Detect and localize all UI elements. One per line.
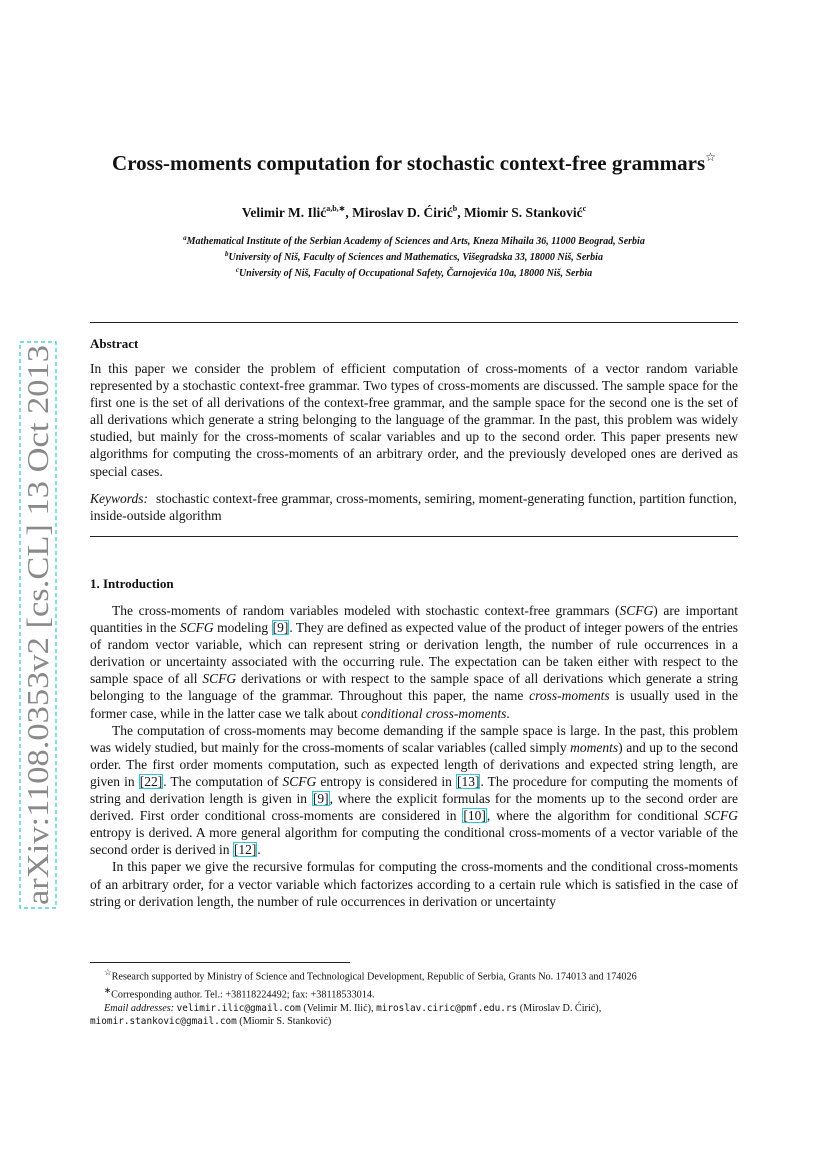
affiliation-mark: b	[225, 250, 229, 258]
affiliation-line	[90, 248, 738, 264]
footnote-rule	[90, 962, 350, 963]
affiliation-line	[90, 232, 738, 248]
email-footnote-cont: miomir.stankovic@gmail.com (Miomir S. Stanković)	[90, 1016, 332, 1028]
citation-link[interactable]: [12]	[233, 842, 257, 858]
abstract-heading: Abstract	[90, 336, 139, 351]
keywords-label: Keywords:	[90, 491, 148, 506]
title-footnote-mark[interactable]: ☆	[705, 150, 716, 164]
email-link[interactable]: miomir.stankovic@gmail.com	[90, 1016, 237, 1028]
arxiv-stamp-graphic	[18, 340, 58, 910]
title-text: Cross-moments computation for stochastic context-free grammars	[112, 151, 706, 175]
citation-link[interactable]: [9]	[312, 791, 329, 807]
footnote: ☆Research supported by Ministry of Science and Technological Development, Republic of Serbia, Grants No. 174013 and 174026	[104, 967, 637, 983]
keywords	[90, 490, 738, 524]
affiliation-text: University of Niš, Faculty of Sciences and Mathematics, Višegradska 33, 18000 Niš, Serbia	[228, 252, 603, 263]
author-name: Miroslav D. Ćirić	[352, 205, 453, 220]
author-affiliation-marks[interactable]: b	[452, 204, 458, 213]
author-affiliation-marks[interactable]: a,b,∗	[326, 204, 346, 213]
keywords-text: stochastic context-free grammar, cross-moments, semiring, moment-generating function, partition function, inside-outside algorithm	[90, 491, 737, 524]
author-name: Velimir M. Ilić	[241, 205, 327, 220]
citation-link[interactable]: [22]	[139, 773, 163, 789]
affiliation-line	[90, 264, 738, 280]
email-link[interactable]: miroslav.ciric@pmf.edu.rs	[376, 1002, 518, 1014]
citation-link[interactable]: [9]	[272, 620, 289, 636]
section-heading: 1. Introduction	[90, 576, 174, 591]
paragraph: In this paper we give the recursive formulas for computing the cross-moments and the conditional cross-moments of an arbitrary order, for a vector variable which factorizes according to a certain rule which is satisfied in the case of string or derivation length, the number of rule occurrences in derivation or uncertainty	[90, 859, 738, 909]
affiliation-text: Mathematical Institute of the Serbian Academy of Sciences and Arts, Kneza Mihaila 36, 11000 Beograd, Serbia	[186, 236, 645, 247]
email-footnote: Email addresses: velimir.ilic@gmail.com (Velimir M. Ilić), miroslav.ciric@pmf.edu.rs (Miroslav D. Ćirić),	[104, 1002, 602, 1014]
footnote: ∗Corresponding author. Tel.: +38118224492; fax: +38118533014.	[104, 984, 375, 1001]
citation-link[interactable]: [13]	[456, 773, 480, 789]
footnotes	[90, 966, 738, 1029]
author-name: Miomir S. Stanković	[463, 205, 583, 220]
affiliation-mark: c	[235, 266, 239, 274]
affiliation-text: University of Niš, Faculty of Occupational Safety, Čarnojevića 10a, 18000 Niš, Serbia	[238, 268, 593, 279]
affiliations	[90, 232, 738, 280]
citation-link[interactable]: [10]	[463, 808, 486, 824]
abstract-text: In this paper we consider the problem of efficient computation of cross-moments of a vector random variable represented by a stochastic context-free grammar. Two types of cross-moments are discussed. The sample space for the first one is the set of all derivations of the context-free grammar, and the sample space for the second one is the set of all derivations which generate a string belonging to the language of the grammar. In the past, this problem was widely studied, but mainly for the cross-moments of scalar variables and up to the second order. This paper presents new algorithms for computing the cross-moments of an arbitrary order, and the previously developed ones are derived as special cases.	[90, 361, 738, 479]
paragraph: The computation of cross-moments may become demanding if the sample space is large. In the past, this problem was widely studied, but mainly for the cross-moments of scalar variables (called simply moments) and up to the second order. The first order moments computation, such as expected length of derivations and expected string length, are given in [22]. The computation of SCFG entropy is considered in [13]. The procedure for computing the moments of string and derivation length is given in [9], where the explicit formulas for the moments up to the second order are derived. First order conditional cross-moments are considered in [10], where the algorithm for conditional SCFG entropy is derived. A more general algorithm for computing the conditional cross-moments of a vector variable of the second order is derived in [12].	[90, 722, 738, 858]
author-list: Velimir M. Ilić$^{a,b,∗}$, Miroslav D. Ćirić$^b$, Miomir S. Stanković$^c$	[241, 204, 587, 220]
author-affiliation-marks[interactable]: c	[582, 204, 587, 213]
section-body	[90, 602, 738, 910]
affiliation-mark: a	[183, 234, 187, 242]
paragraph: The cross-moments of random variables modeled with stochastic context-free grammars (SCFG) are important quantities in the SCFG modeling [9]. They are defined as expected value of the product of integer powers of the entries of random vector variable, which can represent string or derivation length, the number of rule occurrences in a derivation or uncertainty associated with the occurring rule. The expectation can be taken either with respect to the sample space of all SCFG derivations or with respect to the sample space of all derivations which generate a string belonging to the language of the grammar. Throughout this paper, the name cross-moments is usually used in the former case, while in the latter case we talk about conditional cross-moments.	[90, 603, 739, 721]
abstract-bottom-rule	[90, 536, 738, 537]
email-link[interactable]: velimir.ilic@gmail.com	[176, 1002, 301, 1014]
arxiv-id-text: arXiv:1108.0353v2 [cs.CL] 13 Oct 2013	[20, 401, 55, 905]
arxiv-identifier-stamp[interactable]	[18, 340, 58, 910]
abstract-top-rule	[90, 322, 738, 323]
paper-title	[90, 150, 738, 176]
